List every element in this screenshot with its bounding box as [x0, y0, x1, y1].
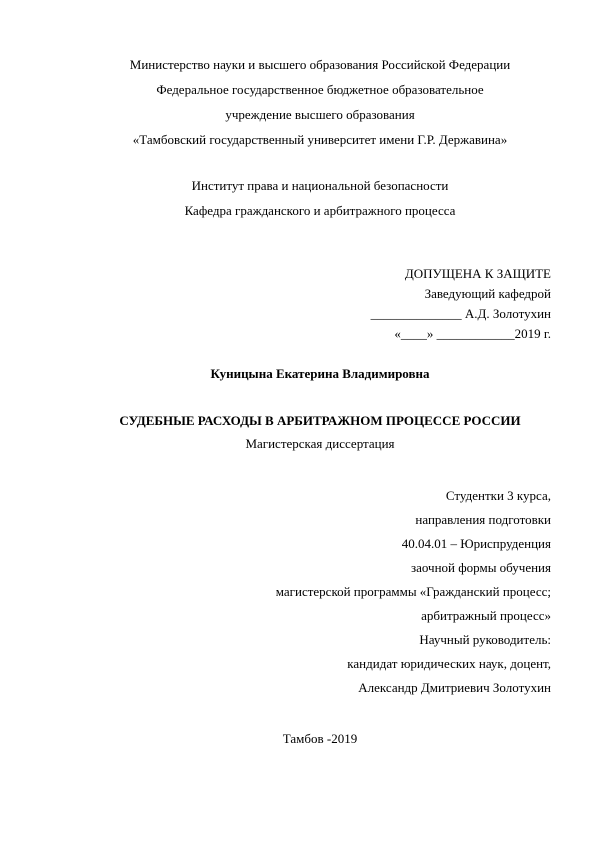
university-name: «Тамбовский государственный университет имени Г.Р. Державина»: [132, 132, 508, 147]
approval-heading: ДОПУЩЕНА К ЗАЩИТЕ: [404, 266, 551, 281]
student-info-line: арбитражный процесс»: [421, 608, 551, 623]
student-info-line: 40.04.01 – Юриспруденция: [401, 536, 551, 551]
city-year: Тамбов -2019: [282, 731, 358, 746]
institution-line-1: Федеральное государственное бюджетное образовательное: [156, 82, 484, 97]
ministry-name: Министерство науки и высшего образования Российской Федерации: [129, 57, 511, 72]
supervisor-degree: кандидат юридических наук, доцент,: [347, 656, 551, 671]
student-info-line: заочной формы обучения: [410, 560, 551, 575]
approval-date: «____» ____________2019 г.: [394, 326, 551, 341]
student-info-line: направления подготовки: [415, 512, 551, 527]
approval-signature: ______________ А.Д. Золотухин: [370, 306, 551, 321]
student-info-line: магистерской программы «Гражданский процесс;: [275, 584, 551, 599]
approval-position: Заведующий кафедрой: [424, 286, 551, 301]
thesis-title: СУДЕБНЫЕ РАСХОДЫ В АРБИТРАЖНОМ ПРОЦЕССЕ РОССИИ: [119, 413, 521, 428]
work-type: Магистерская диссертация: [245, 436, 395, 451]
student-info-line: Студентки 3 курса,: [445, 488, 551, 503]
supervisor-label: Научный руководитель:: [419, 632, 551, 647]
supervisor-name: Александр Дмитриевич Золотухин: [358, 680, 551, 695]
institute-name: Институт права и национальной безопасности: [191, 178, 449, 193]
institution-line-2: учреждение высшего образования: [225, 107, 415, 122]
author-name: Куницына Екатерина Владимировна: [210, 366, 430, 381]
department-name: Кафедра гражданского и арбитражного процесса: [184, 203, 456, 218]
